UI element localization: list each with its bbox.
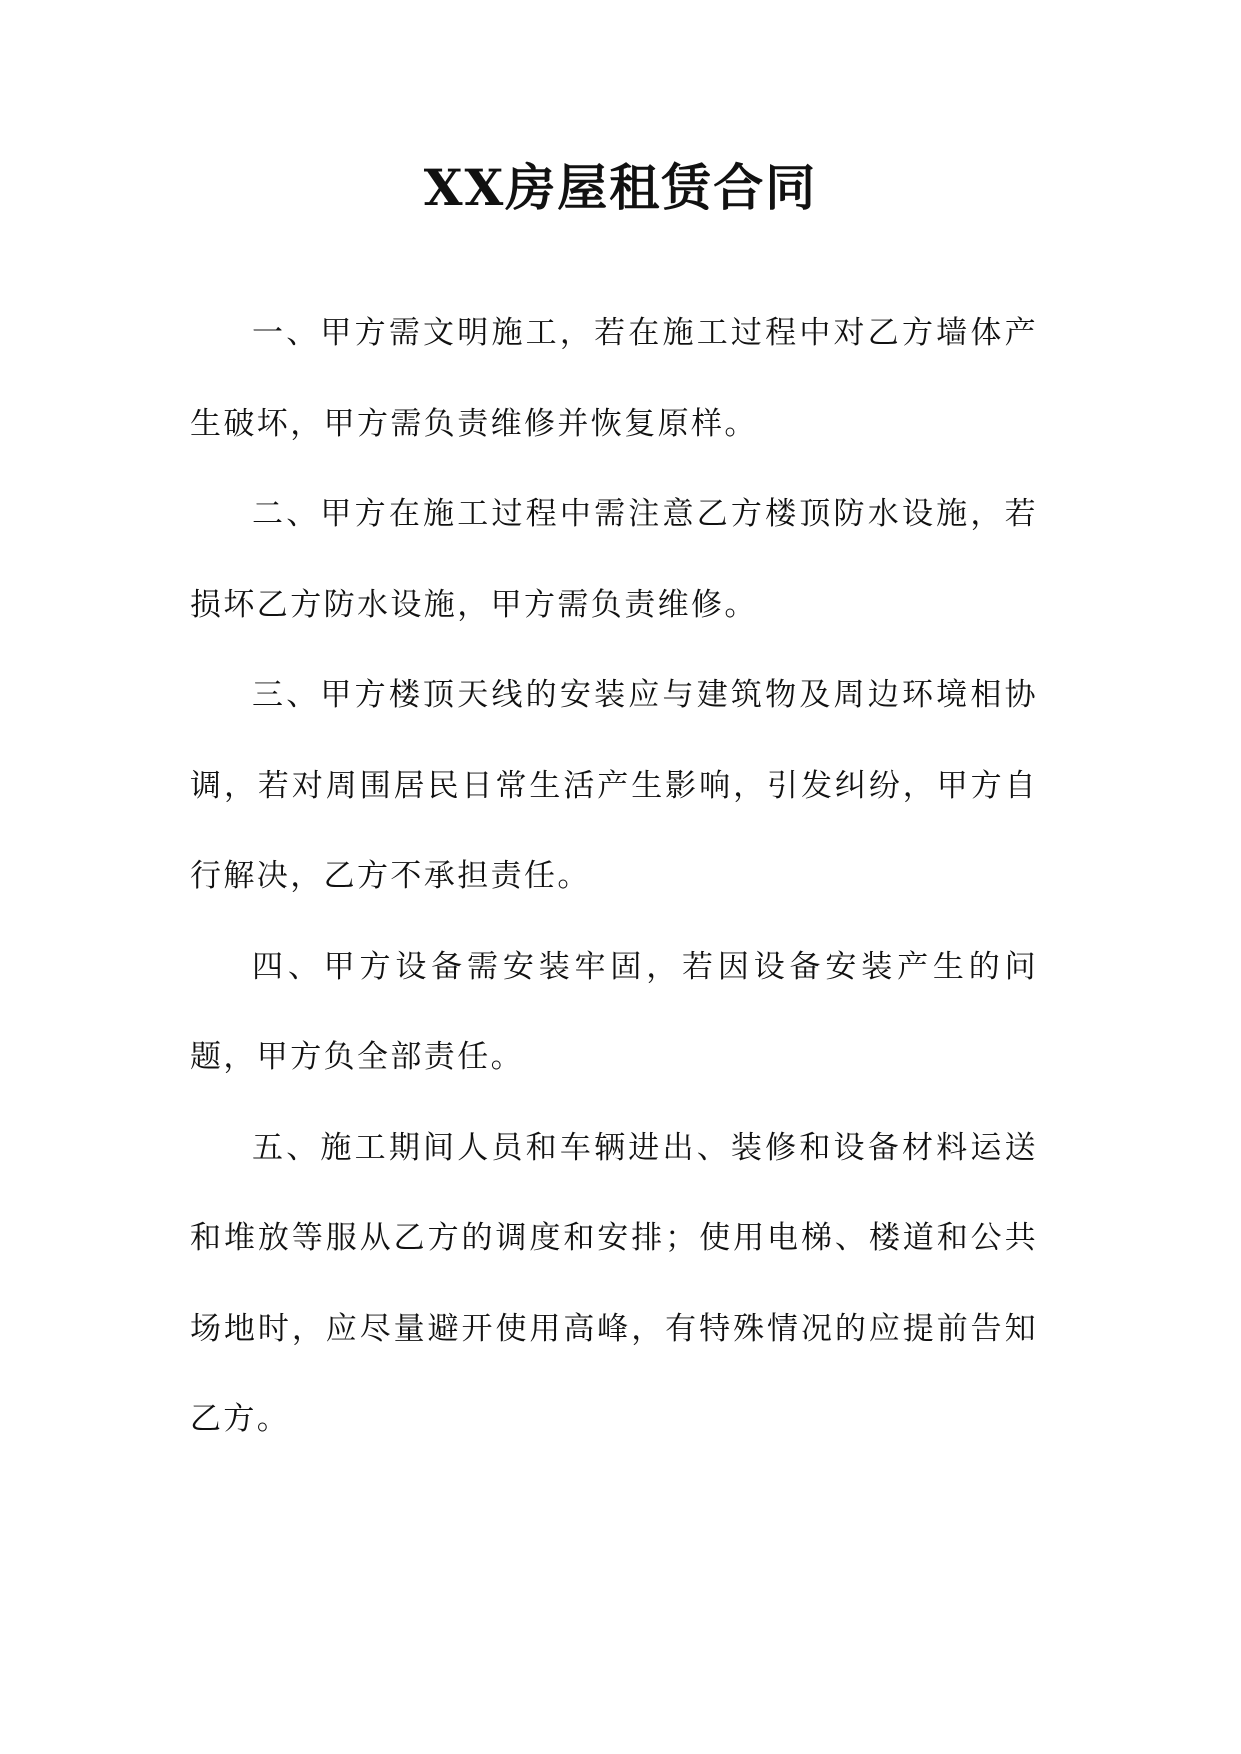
document-title: XX房屋租赁合同	[423, 158, 818, 217]
clause-3: 三、甲方楼顶天线的安装应与建筑物及周边环境相协调，若对周围居民日常生活产生影响，引发纠纷，甲方自行解决，乙方不承担责任。	[190, 677, 1038, 894]
clause-4: 四、甲方设备需安装牢固，若因设备安装产生的问题，甲方负全部责任。	[190, 948, 1038, 1075]
clause-5: 五、施工期间人员和车辆进出、装修和设备材料运送和堆放等服从乙方的调度和安排；使用电梯、楼道和公共场地时，应尽量避开使用高峰，有特殊情况的应提前告知乙方。	[190, 1129, 1038, 1437]
clause-1: 一、甲方需文明施工，若在施工过程中对乙方墙体产生破坏，甲方需负责维修并恢复原样。	[190, 315, 1038, 442]
document-body	[190, 288, 1038, 1465]
clause-2: 二、甲方在施工过程中需注意乙方楼顶防水设施，若损坏乙方防水设施，甲方需负责维修。	[190, 496, 1038, 623]
